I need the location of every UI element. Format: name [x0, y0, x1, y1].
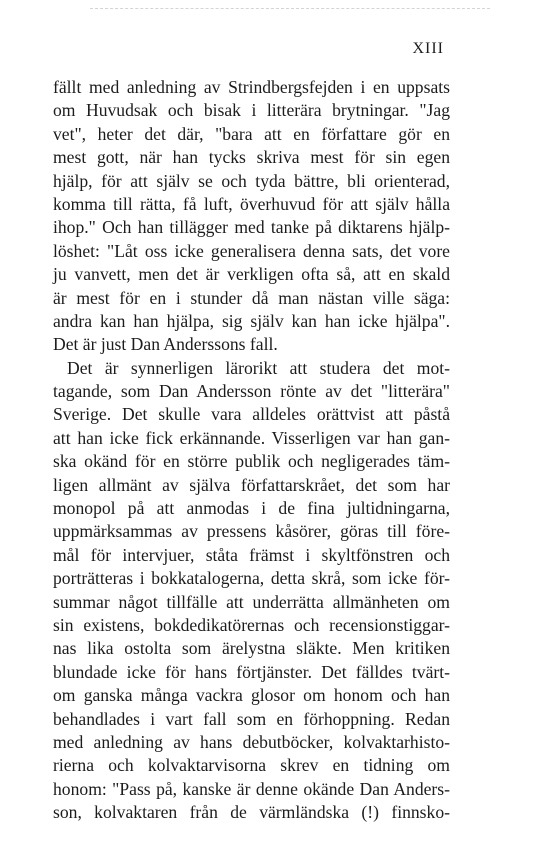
text-line: fällt med anledning av Strindbergsfejden i en uppsats [53, 77, 450, 97]
text-line: sin existens, bokdedikatörernas och recensionstiggar- [53, 614, 450, 635]
text-line: med anledning av hans debutböcker, kolvaktarhisto- [53, 731, 450, 752]
text-line: summar något tillfälle att underrätta allmänheten om [53, 591, 450, 612]
text-line: är mest för en i stunder då man nästan ville säga: [53, 287, 450, 308]
text-line: att han icke fick erkännande. Visserligen var han gan- [53, 427, 450, 448]
text-line: porträtteras i bokkatalogerna, detta skrå, som icke för- [53, 568, 450, 589]
page-number: XIII [412, 40, 444, 57]
text-line: löshet: "Låt oss icke generalisera denna sats, det vore [53, 240, 450, 261]
text-line: Det är just Dan Anderssons fall. [53, 334, 278, 355]
text-line: rierna och kolvaktarvisorna skrev en tidning om [53, 755, 450, 776]
text-line: om ganska många vackra glosor om honom och han [53, 685, 450, 706]
text-line: son, kolvaktaren från de värmländska (!) finnsko- [53, 802, 450, 823]
text-line: hjälp, för att själv se och tyda bättre, bli orienterad, [53, 170, 450, 191]
paragraph-start-line: Det är synnerligen lärorikt att studera det mot- [67, 357, 450, 378]
text-line: mål för intervjuer, ståta främst i skyltfönstren och [53, 544, 450, 565]
text-line: ihop." Och han tillägger med tanke på diktarens hjälp- [53, 217, 450, 238]
text-line: komma till rätta, få luft, överhuvud för att själv hålla [53, 193, 450, 214]
top-edge-rule [90, 8, 490, 9]
text-line: vet", heter det där, "bara att en författare gör en [53, 123, 450, 144]
text-line: mest gott, när han tycks skriva mest för sin egen [53, 147, 450, 168]
text-line: ska okänd för en större publik och negligerades täm- [53, 451, 450, 472]
text-line: ju vanvett, men det är verkligen ofta så, att en skald [53, 264, 450, 285]
text-line: nas lika ostolta som ärelystna släkte. Men kritiken [53, 638, 450, 659]
text-line: uppmärksammas av pressens kåsörer, göras till före- [53, 521, 450, 542]
text-line: blundade icke för hans förtjänster. Det fälldes tvärt- [53, 661, 450, 682]
text-line: Sverige. Det skulle vara alldeles orättvist att påstå [53, 404, 450, 425]
text-line: om Huvudsak och bisak i litterära brytningar. "Jag [53, 100, 450, 121]
text-line: monopol på att anmodas i de fina jultidningarna, [53, 498, 450, 519]
text-line: tagande, som Dan Andersson rönte av det "litterära" [53, 381, 450, 402]
text-line: behandlades i vart fall som en förhoppning. Redan [53, 708, 450, 729]
text-line: honom: "Pass på, kanske är denne okände Dan Anders- [53, 778, 450, 799]
body-text [53, 76, 450, 825]
text-line: ligen allmänt av själva författarskrået, det som har [53, 474, 450, 495]
text-line: andra kan han hjälpa, sig själv kan han icke hjälpa". [53, 310, 450, 331]
